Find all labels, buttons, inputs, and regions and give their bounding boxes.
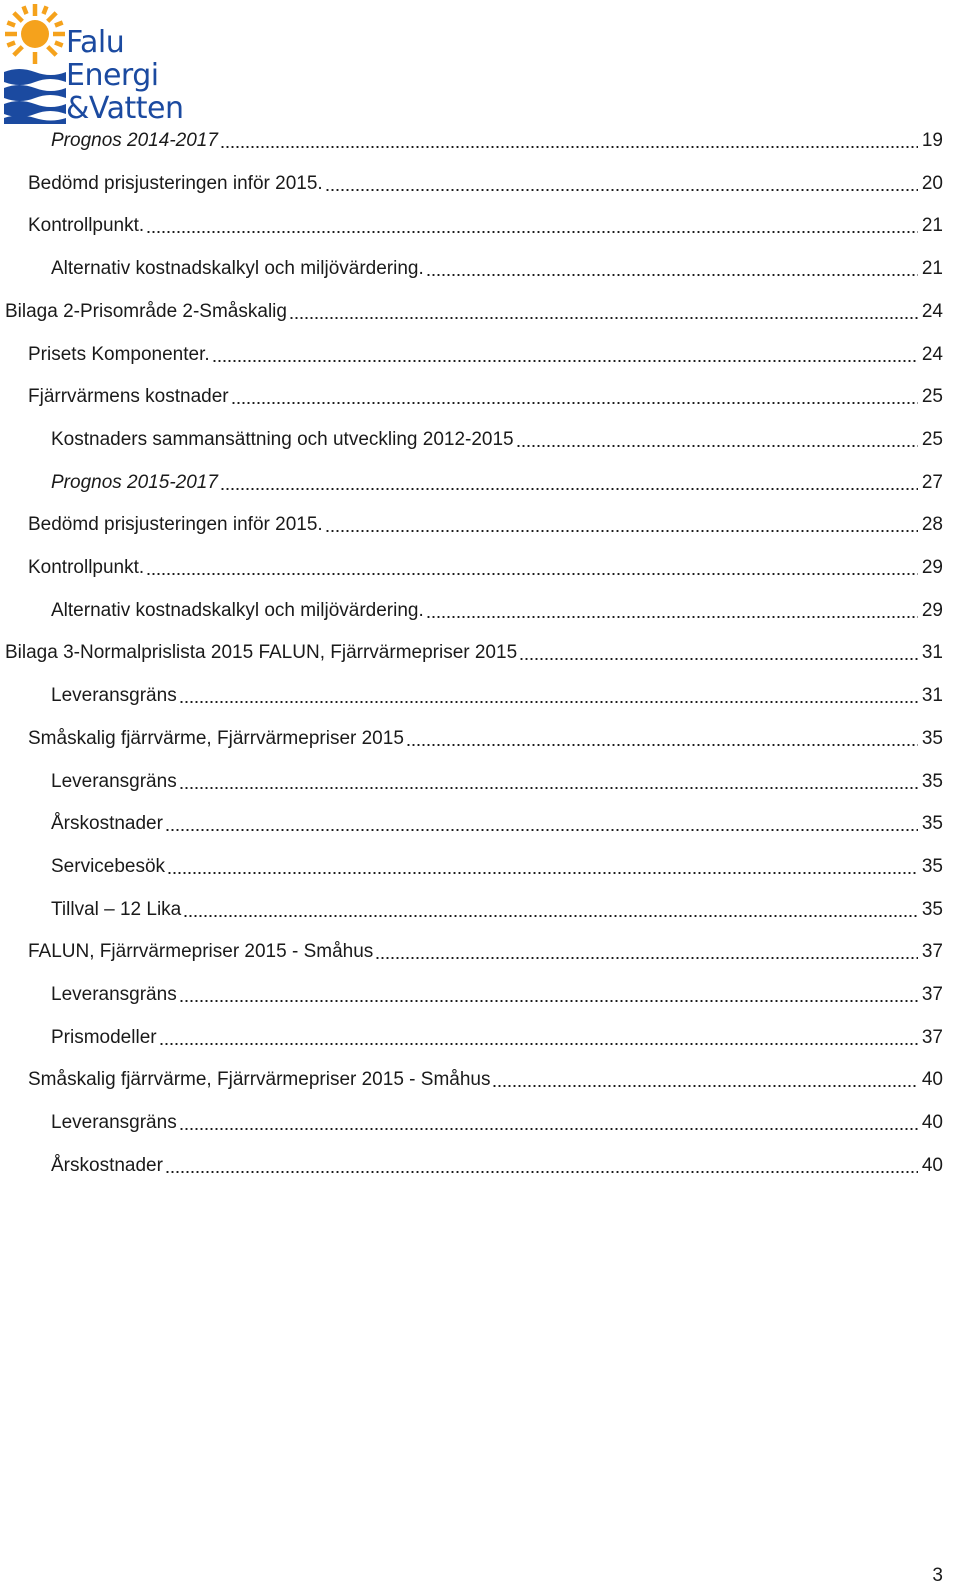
toc-entry-title: Alternativ kostnadskalkyl och miljövärdering. xyxy=(51,599,424,621)
toc-entry-title: Leveransgräns xyxy=(51,770,177,792)
toc-entry-page: 35 xyxy=(921,855,943,877)
toc-entry-page: 19 xyxy=(921,130,943,151)
toc-entry-title: Bedömd prisjusteringen inför 2015. xyxy=(28,172,323,194)
toc-entry[interactable] xyxy=(51,1020,943,1050)
toc-entry-title: Prisets Komponenter. xyxy=(28,343,210,365)
toc-dot-leader xyxy=(375,944,918,960)
toc-entry-title: Servicebesök xyxy=(51,855,166,877)
toc-entry[interactable] xyxy=(51,123,943,153)
toc-dot-leader xyxy=(426,603,918,619)
toc-dot-leader xyxy=(231,389,918,405)
toc-dot-leader xyxy=(212,347,918,363)
toc-entry[interactable] xyxy=(51,593,943,623)
toc-entry[interactable] xyxy=(51,465,943,495)
toc-entry[interactable] xyxy=(51,764,943,794)
toc-dot-leader xyxy=(165,816,918,832)
toc-entry[interactable] xyxy=(28,379,943,409)
toc-entry[interactable] xyxy=(51,422,943,452)
toc-entry[interactable] xyxy=(51,678,943,708)
toc-entry-page: 28 xyxy=(921,514,943,536)
toc-entry[interactable] xyxy=(51,806,943,836)
logo-line-3: &Vatten xyxy=(66,91,184,126)
toc-entry-title: Kontrollpunkt. xyxy=(28,557,145,578)
toc-dot-leader xyxy=(183,902,918,918)
toc-entry-page: 24 xyxy=(921,343,943,365)
toc-entry-page: 29 xyxy=(921,599,943,621)
toc-entry-page: 37 xyxy=(921,984,943,1005)
toc-entry-page: 35 xyxy=(921,898,943,920)
toc-entry[interactable] xyxy=(28,721,943,751)
toc-entry-title: Leveransgräns xyxy=(51,984,177,1005)
toc-dot-leader xyxy=(492,1072,917,1088)
toc-entry-page: 40 xyxy=(921,1154,943,1176)
toc-entry-title: Prognos 2014-2017 xyxy=(51,130,218,151)
toc-entry[interactable] xyxy=(5,635,943,665)
toc-entry-title: FALUN, Fjärrvärmepriser 2015 - Småhus xyxy=(28,941,374,963)
toc-entry-page: 31 xyxy=(921,685,943,707)
toc-dot-leader xyxy=(165,1158,918,1174)
toc-entry-page: 35 xyxy=(921,813,943,835)
toc-dot-leader xyxy=(179,987,918,1003)
toc-entry[interactable] xyxy=(51,977,943,1007)
toc-entry[interactable] xyxy=(51,892,943,922)
toc-dot-leader xyxy=(159,1030,918,1046)
toc-dot-leader xyxy=(167,859,918,875)
toc-entry-title: Bilaga 3-Normalprislista 2015 FALUN, Fjärrvärmepriser 2015 xyxy=(5,642,518,664)
toc-entry[interactable] xyxy=(28,1062,943,1092)
toc-dot-leader xyxy=(406,731,918,747)
company-logo xyxy=(4,2,204,128)
toc-entry[interactable] xyxy=(5,294,943,324)
toc-dot-leader xyxy=(146,218,918,234)
toc-dot-leader xyxy=(179,688,918,704)
toc-dot-leader xyxy=(516,432,918,448)
logo-wordmark xyxy=(66,26,183,125)
toc-entry-title: Årskostnader xyxy=(51,1154,163,1176)
toc-entry-page: 21 xyxy=(921,215,943,237)
page-number: 3 xyxy=(932,1565,943,1586)
toc-entry-title: Tillval – 12 Lika xyxy=(51,898,182,920)
toc-dot-leader xyxy=(426,261,918,277)
toc-entry-page: 20 xyxy=(921,172,943,194)
toc-entry-page: 35 xyxy=(921,727,943,749)
toc-dot-leader xyxy=(325,176,918,192)
toc-entry-title: Leveransgräns xyxy=(51,1112,177,1134)
toc-entry-page: 40 xyxy=(921,1069,943,1091)
toc-dot-leader xyxy=(179,774,918,790)
toc-entry[interactable] xyxy=(28,550,943,580)
toc-dot-leader xyxy=(220,133,918,149)
toc-entry-title: Kontrollpunkt. xyxy=(28,215,145,237)
toc-entry[interactable] xyxy=(51,1148,943,1178)
toc-entry[interactable] xyxy=(51,1105,943,1135)
toc-entry-title: Småskalig fjärrvärme, Fjärrvärmepriser 2015 xyxy=(28,727,404,749)
toc-entry-title: Kostnaders sammansättning och utveckling 2012-2015 xyxy=(51,428,514,450)
toc-entry-title: Årskostnader xyxy=(51,813,163,835)
toc-entry-page: 25 xyxy=(921,428,943,450)
logo-line-1: Falu xyxy=(66,25,125,60)
toc-entry-page: 29 xyxy=(921,557,943,578)
toc-entry-page: 27 xyxy=(921,471,943,493)
toc-entry-title: Alternativ kostnadskalkyl och miljövärdering. xyxy=(51,258,424,280)
toc-entry-page: 37 xyxy=(921,941,943,963)
toc-entry-title: Småskalig fjärrvärme, Fjärrvärmepriser 2015 - Småhus xyxy=(28,1069,491,1091)
toc-entry-title: Bedömd prisjusteringen inför 2015. xyxy=(28,514,323,536)
toc-entry-title: Bilaga 2-Prisområde 2-Småskalig xyxy=(5,300,287,322)
toc-entry[interactable] xyxy=(28,166,943,196)
toc-entry-title: Prognos 2015-2017 xyxy=(51,471,218,493)
toc-entry-page: 40 xyxy=(921,1112,943,1134)
toc-entry-page: 25 xyxy=(921,386,943,408)
toc-dot-leader xyxy=(289,304,918,320)
logo-line-2: Energi xyxy=(66,58,159,93)
toc-entry[interactable] xyxy=(51,849,943,879)
toc-entry[interactable] xyxy=(28,934,943,964)
toc-entry[interactable] xyxy=(28,337,943,367)
toc-entry-page: 21 xyxy=(921,258,943,280)
sun-over-water-icon xyxy=(4,2,66,126)
toc-entry-page: 31 xyxy=(921,642,943,664)
toc-entry[interactable] xyxy=(28,507,943,537)
toc-entry-title: Leveransgräns xyxy=(51,685,177,707)
toc-entry-page: 35 xyxy=(921,770,943,792)
toc-entry[interactable] xyxy=(28,208,943,238)
toc-dot-leader xyxy=(519,645,918,661)
toc-entry-page: 24 xyxy=(921,300,943,322)
toc-entry-page: 37 xyxy=(921,1026,943,1048)
toc-entry-title: Prismodeller xyxy=(51,1026,157,1048)
toc-dot-leader xyxy=(220,475,918,491)
toc-dot-leader xyxy=(179,1115,918,1131)
toc-entry[interactable] xyxy=(51,251,943,281)
toc-entry-title: Fjärrvärmens kostnader xyxy=(28,386,229,408)
toc-dot-leader xyxy=(146,560,918,576)
toc-dot-leader xyxy=(325,517,918,533)
